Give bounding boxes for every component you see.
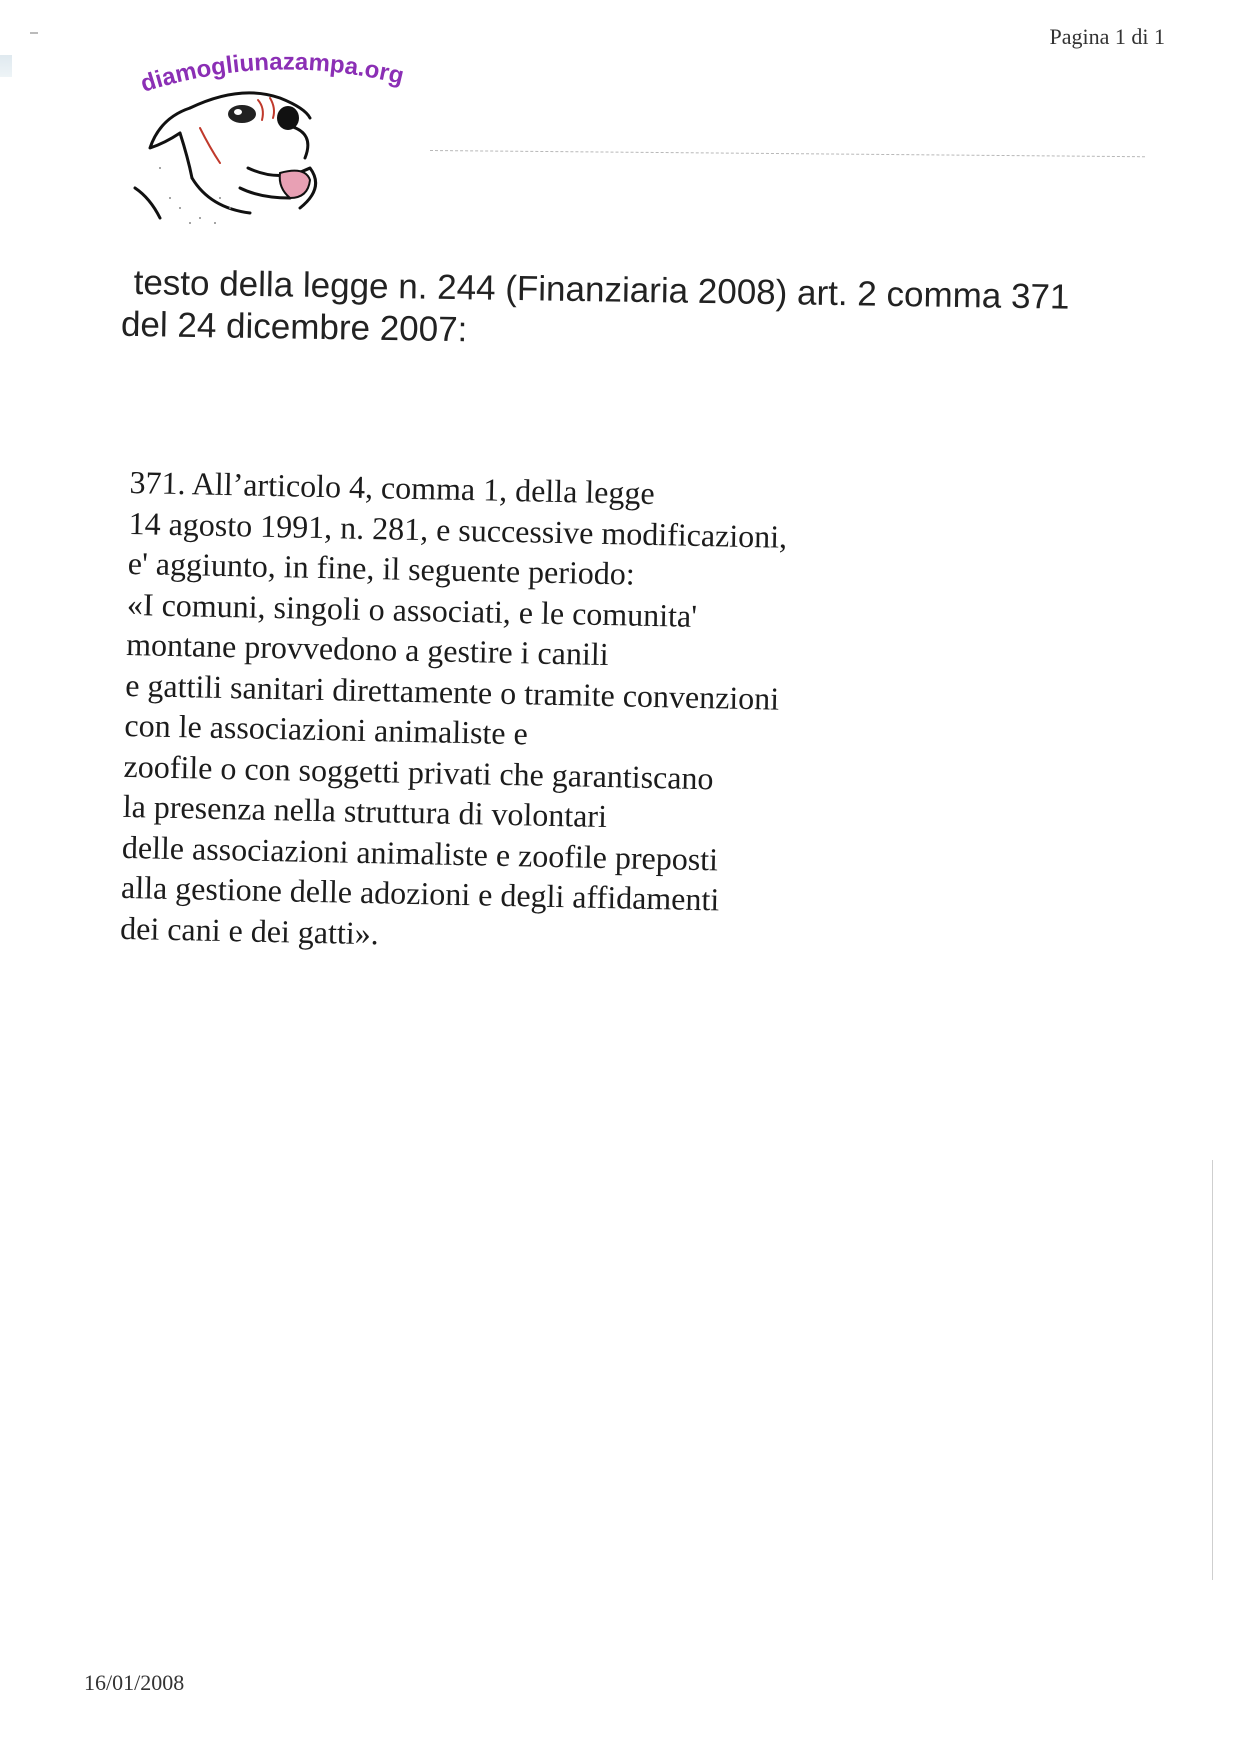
law-text-line: delle associazioni animaliste e zoofile preposti (121, 828, 719, 877)
law-text-line: alla gestione delle adozioni e degli affidamenti (120, 868, 720, 918)
scan-artifact (1212, 1160, 1213, 1580)
law-text-line: e' aggiunto, in fine, il seguente periodo: (127, 544, 636, 592)
document-title (120, 262, 1154, 362)
dog-head-icon (130, 48, 440, 248)
page-number: Pagina 1 di 1 (1049, 24, 1165, 49)
law-text-line: e gattili sanitari direttamente o tramite convenzioni (124, 666, 780, 717)
site-logo (130, 48, 440, 248)
law-text-line: dei cani e dei gatti». (119, 909, 380, 951)
law-text-line: montane provvedono a gestire i canili (125, 625, 609, 673)
law-text-line: la presenza nella struttura di volontari (122, 787, 608, 835)
law-text-line: «I comuni, singoli o associati, e le comunita' (126, 585, 698, 634)
header-rule (430, 150, 1145, 157)
law-text-line: 14 agosto 1991, n. 281, e successive modificazioni, (128, 504, 788, 555)
law-text-line: con le associazioni animaliste e (124, 706, 529, 752)
scan-artifact (30, 32, 38, 34)
scan-artifact (0, 55, 12, 77)
law-text-line: 371. All’articolo 4, comma 1, della legge (129, 463, 656, 511)
logo-text: diamogliunazampa.org (137, 48, 407, 98)
print-date: 16/01/2008 (84, 1670, 185, 1695)
title-line: testo della legge n. 244 (Finanziaria 2008) art. 2 comma 371 (133, 262, 1070, 317)
law-text-line: zoofile o con soggetti privati che garantiscano (123, 747, 714, 796)
title-line: del 24 dicembre 2007: (120, 304, 468, 350)
law-text (120, 462, 910, 964)
